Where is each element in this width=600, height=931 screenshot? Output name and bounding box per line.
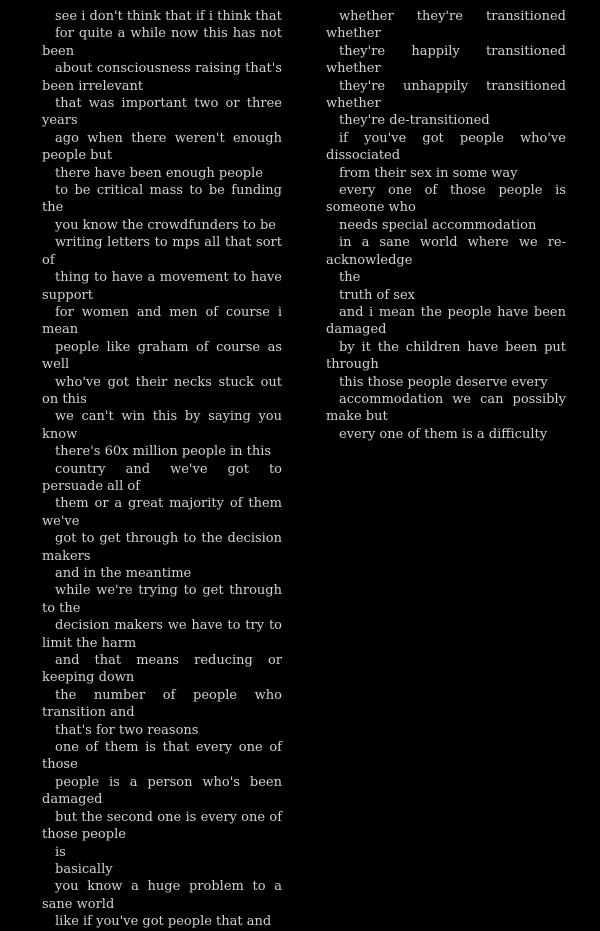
text-line: decision makers we have to try to limit the harm [42, 618, 282, 651]
text-line: who've got their necks stuck out on this [42, 374, 282, 407]
text-line: there's 60x million people in this [55, 444, 272, 460]
text-line: there have been enough people [55, 165, 263, 181]
text-line: people is a person who's been damaged [42, 774, 282, 808]
text-line: got to get through to the decision makers [42, 531, 282, 564]
text-line: and i mean the people have been damaged [326, 304, 566, 338]
text-line: accommodation we can possibly make but [326, 391, 566, 425]
text-line: them or a great majority of them we've [42, 496, 282, 529]
text-line: needs special accommodation [339, 217, 537, 233]
text-line: that's for two reasons [55, 722, 199, 738]
text-line: like if you've got people that and [55, 914, 272, 930]
text-line: the number of people who transition and [42, 687, 282, 721]
text-column-left [29, 8, 282, 931]
text-line: you know a huge problem to a sane world [42, 879, 282, 912]
text-line: is [55, 844, 66, 860]
text-line: ago when there weren't enough people but [42, 130, 282, 164]
text-line: thing to have a movement to have support [42, 270, 282, 303]
text-line: by it the children have been put through [326, 339, 566, 373]
text-line: that was important two or three years [42, 96, 282, 129]
text-line: for women and men of course i mean [42, 304, 282, 338]
text-line: they're unhappily transitioned whether [326, 78, 566, 112]
text-line: every one of them is a difficulty [339, 426, 548, 442]
text-line: truth of sex [339, 287, 416, 303]
text-line: but the second one is every one of those people [42, 809, 282, 843]
text-line: basically [55, 861, 113, 877]
text-line: you know the crowdfunders to be [55, 217, 276, 233]
text-line: see i don't think that if i think that [55, 9, 282, 24]
text-line: they're happily transitioned whether [326, 43, 566, 77]
text-line: writing letters to mps all that sort of [42, 235, 282, 268]
text-line: whether they're transitioned whether [326, 9, 566, 42]
text-line: in a sane world where we re-acknowledge [326, 235, 566, 268]
text-column-right [313, 8, 566, 443]
text-line: from their sex in some way [339, 165, 518, 181]
text-line: people like graham of course as well [42, 339, 282, 373]
text-line: and that means reducing or keeping down [42, 653, 282, 686]
text-line: the [339, 270, 361, 286]
text-line: for quite a while now this has not been [42, 26, 282, 59]
text-line: and in the meantime [55, 566, 192, 581]
text-line: this those people deserve every [339, 374, 548, 390]
text-line: every one of those people is someone who [326, 183, 566, 216]
text-line: if you've got people who've dissociated [326, 130, 566, 164]
text-line: about consciousness raising that's been irrelevant [42, 61, 282, 94]
text-line: country and we've got to persuade all of [42, 461, 282, 494]
text-line: one of them is that every one of those [42, 740, 282, 773]
text-line: to be critical mass to be funding the [42, 183, 282, 216]
text-line: they're de-transitioned [339, 113, 490, 129]
text-line: while we're trying to get through to the [42, 583, 282, 616]
text-line: we can't win this by saying you know [42, 409, 282, 442]
